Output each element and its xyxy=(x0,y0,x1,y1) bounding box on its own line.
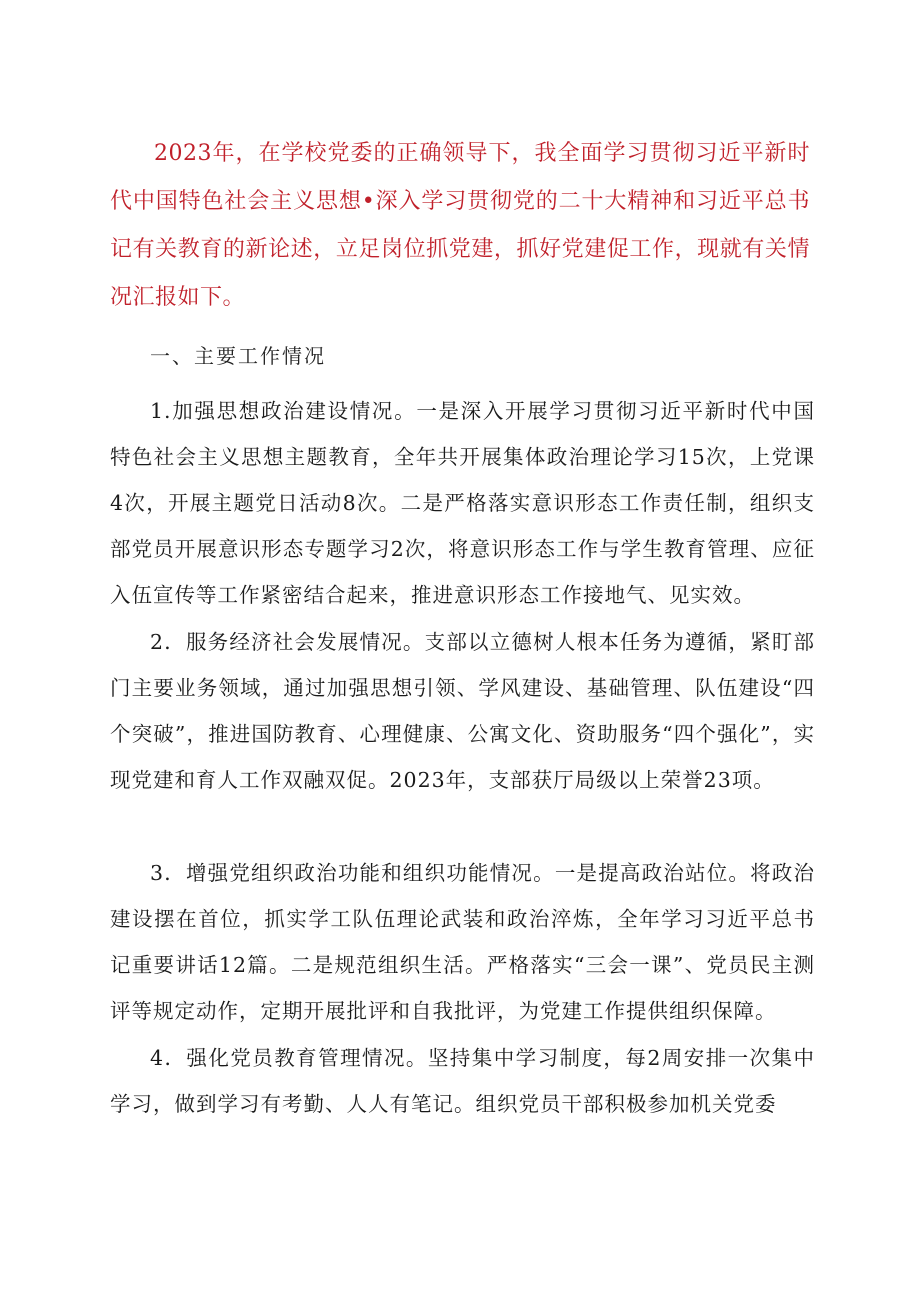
paragraph-4 xyxy=(110,1035,815,1127)
paragraph-3 xyxy=(110,850,815,1034)
paragraph-2-lead: 2．服务经济社会发展情况。 xyxy=(150,630,425,654)
paragraph-4-lead: 4．强化党员教育管理情况。 xyxy=(150,1046,428,1070)
paragraph-2 xyxy=(110,619,815,803)
section-heading: 一、主要工作情况 xyxy=(150,344,326,368)
paragraph-3-body: 一是提高政治站位。将政治建设摆在首位，抓实学工队伍理论武装和政治淬炼，全年学习习近平总书记重要讲话12篇。二是规范组织生活。严格落实“三会一课”、党员民主测评等规定动作，定期开展批评和自我批评，为党建工作提供组织保障。 xyxy=(110,861,815,1023)
paragraph-1-body: 一是深入开展学习贯彻习近平新时代中国特色社会主义思想主题教育，全年共开展集体政治理论学习15次，上党课4次，开展主题党日活动8次。二是严格落实意识形态工作责任制，组织支部党员开展意识形态专题学习2次，将意识形态工作与学生教育管理、应征入伍宣传等工作紧密结合起来，推进意识形态工作接地气、见实效。 xyxy=(110,399,815,607)
intro-paragraph: 2023年，在学校党委的正确领导下，我全面学习贯彻习近平新时代中国特色社会主义思想•深入学习贯彻党的二十大精神和习近平总书记有关教育的新论述，立足岗位抓党建，抓好党建促工作，现就有关情况汇报如下。 xyxy=(110,141,810,310)
paragraph-4-body: 坚持集中学习制度，每2周安排一次集中学习，做到学习有考勤、人人有笔记。组织党员干部积极参加机关党委 xyxy=(110,1046,815,1116)
paragraph-1 xyxy=(110,388,815,618)
paragraph-2-body: 支部以立德树人根本任务为遵循，紧盯部门主要业务领域，通过加强思想引领、学风建设、基础管理、队伍建设“四个突破”，推进国防教育、心理健康、公寓文化、资助服务“四个强化”，实现党建和育人工作双融双促。2023年，支部获厅局级以上荣誉23项。 xyxy=(110,630,815,792)
paragraph-3-lead: 3．增强党组织政治功能和组织功能情况。 xyxy=(150,861,555,885)
paragraph-1-lead: 1.加强思想政治建设情况。 xyxy=(150,399,417,423)
